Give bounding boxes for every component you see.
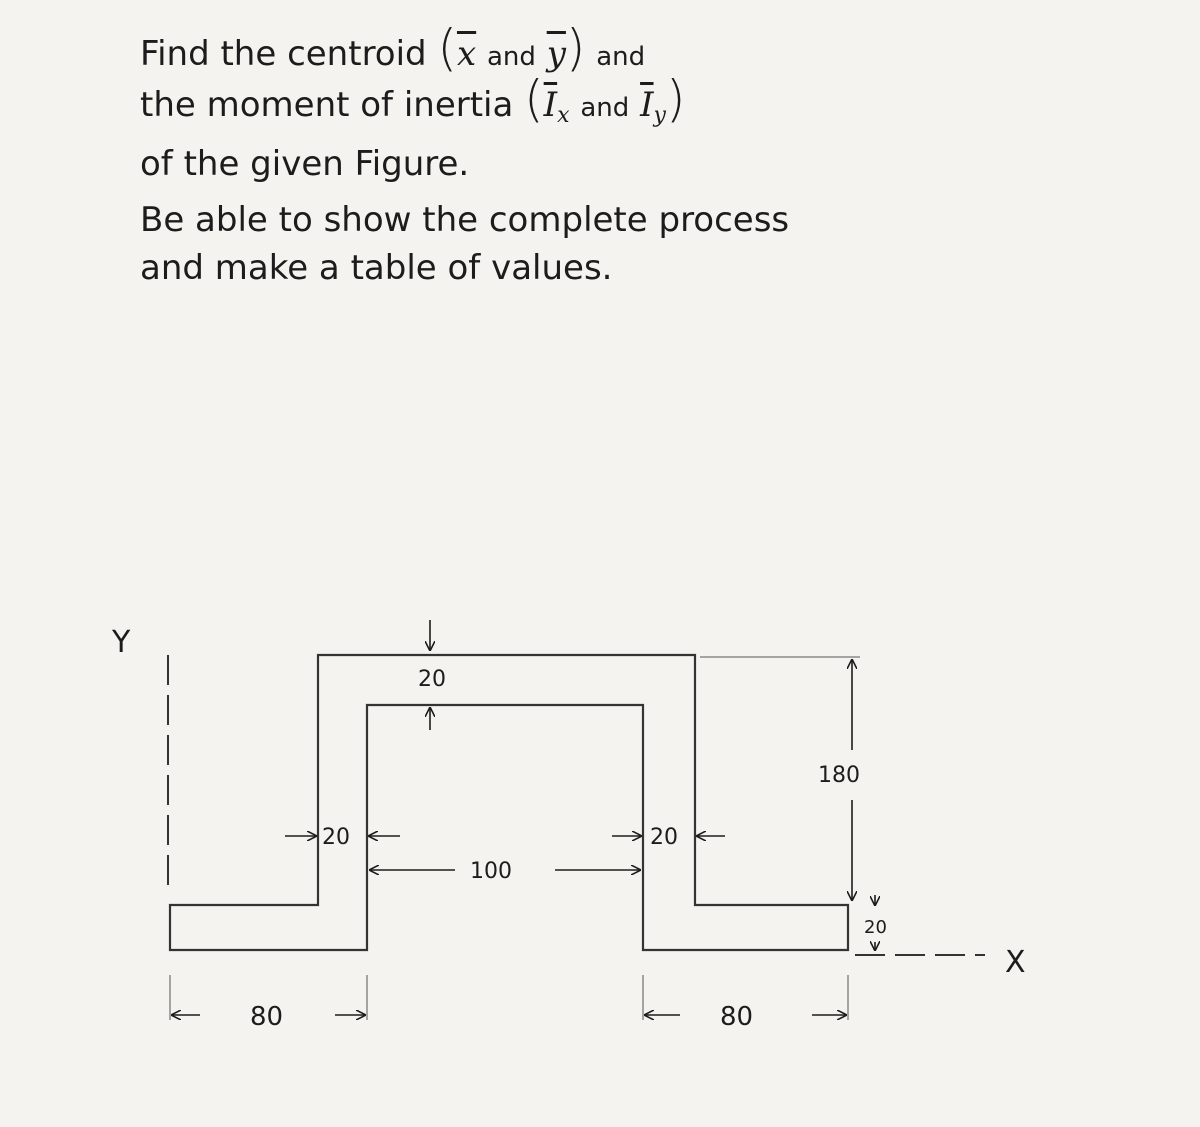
- iy-symbol: $\overline{I}$: [640, 85, 654, 125]
- y-bar: $\overline{y}$: [546, 34, 566, 74]
- prompt-text: Find the centroid: [140, 34, 427, 74]
- and-text-2: and: [596, 42, 646, 72]
- dim-right-flange-label: 80: [720, 1002, 754, 1032]
- prompt-line-5: and make a table of values.: [140, 248, 613, 288]
- and-text-3: and: [580, 93, 630, 123]
- prompt-line-1: Find the centroid ($\overline{x}$ and $\overline{y}$) and: [140, 19, 646, 77]
- prompt-line-2: the moment of inertia ($\overline{I}_x$ and $\overline{I}_y$): [140, 70, 686, 128]
- and-text: and: [486, 42, 536, 72]
- dim-inner-label: 100: [470, 859, 512, 884]
- axis-y-label: Y: [112, 625, 131, 660]
- axis-x-label: X: [1005, 945, 1026, 980]
- iy-subscript: y: [653, 103, 666, 128]
- dim-right-wall-label: 20: [650, 825, 678, 850]
- ix-symbol: $\overline{I}$: [543, 85, 558, 125]
- dim-left-flange-label: 80: [250, 1002, 284, 1032]
- prompt-text-2: the moment of inertia: [140, 85, 514, 125]
- dim-flange-label: 20: [864, 917, 887, 938]
- shape-outline: [170, 655, 848, 950]
- dim-top-label: 20: [418, 667, 446, 692]
- x-bar: $\overline{x}$: [456, 34, 477, 74]
- prompt-line-3: of the given Figure.: [140, 144, 470, 184]
- prompt-line-4: Be able to show the complete process: [140, 200, 790, 240]
- ix-subscript: x: [557, 103, 570, 128]
- dim-height-label: 180: [818, 763, 860, 788]
- dim-left-wall-label: 20: [322, 825, 350, 850]
